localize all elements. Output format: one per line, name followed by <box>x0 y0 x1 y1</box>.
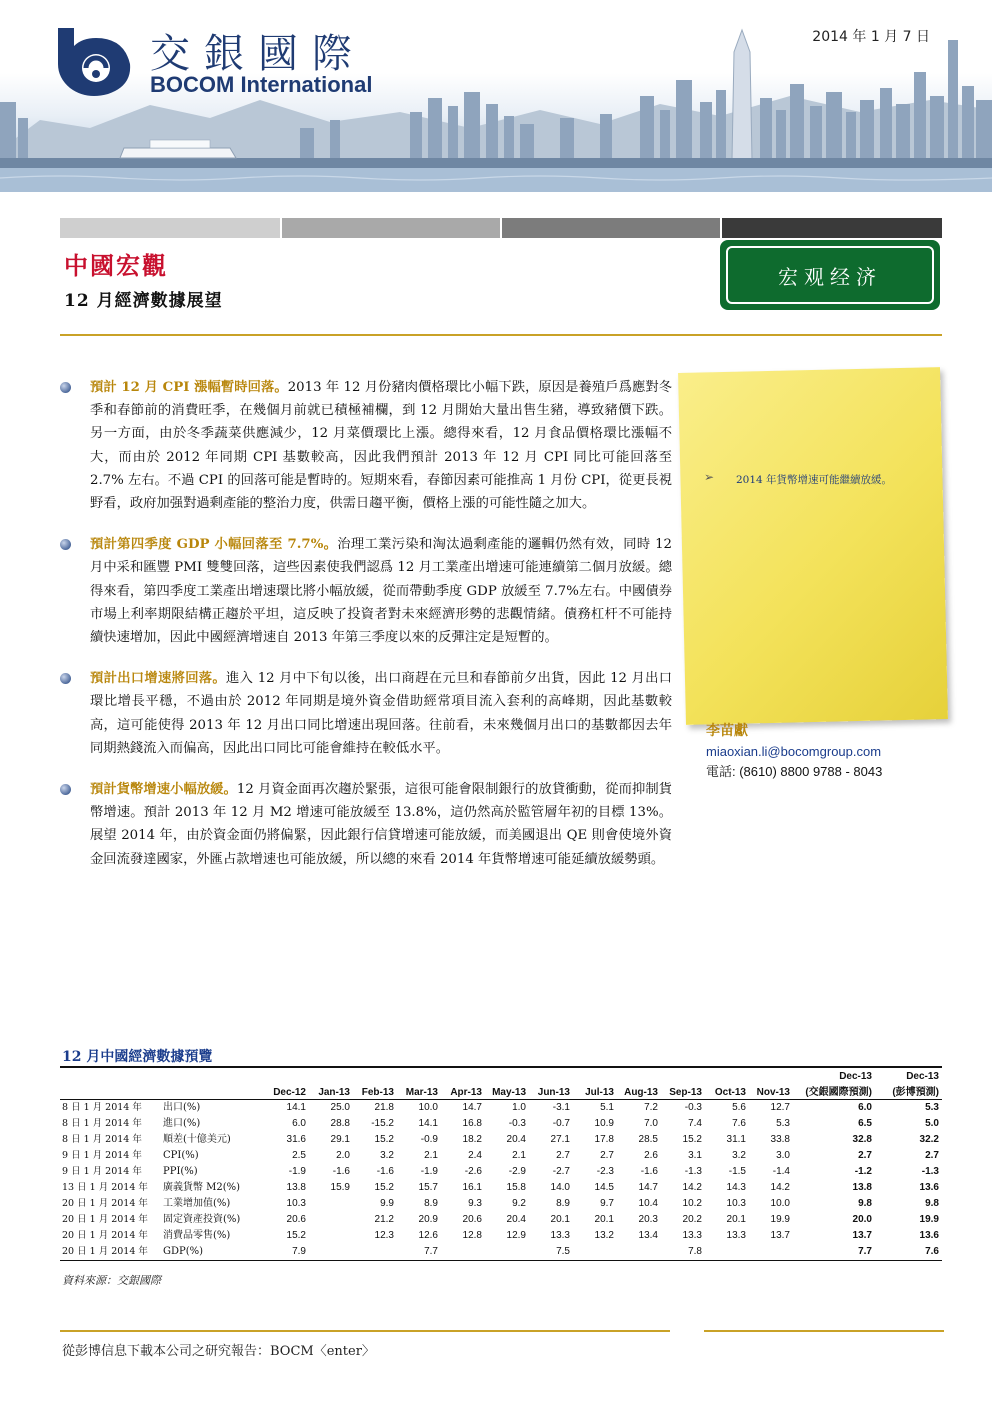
value-cell: 9.7 <box>600 1197 614 1209</box>
table-row <box>60 1196 942 1212</box>
table-header-row-top <box>60 1069 942 1083</box>
value-cell: 13.3 <box>726 1229 746 1241</box>
release-date-cell: 20 日 1 月 2014 年 <box>62 1197 148 1209</box>
value-cell <box>441 1244 485 1261</box>
value-cell: 20.1 <box>726 1213 746 1225</box>
value-cell: 2.7 <box>556 1149 570 1161</box>
column-header: Oct-13 <box>705 1083 749 1099</box>
column-header: Aug-13 <box>617 1083 661 1099</box>
value-cell: 14.7 <box>462 1101 482 1113</box>
value-cell: 28.8 <box>330 1117 350 1129</box>
forecast-cell: 32.2 <box>919 1133 939 1145</box>
key-point-money <box>60 778 672 871</box>
table-row <box>60 1212 942 1228</box>
value-cell: -1.6 <box>332 1165 350 1177</box>
value-cell: 2.4 <box>468 1149 482 1161</box>
value-cell: 7.6 <box>732 1117 746 1129</box>
value-cell: -1.9 <box>288 1165 306 1177</box>
table-row <box>60 1228 942 1244</box>
key-point-lead: 預計出口增速將回落。 <box>90 671 226 687</box>
value-cell: 20.4 <box>506 1213 526 1225</box>
badge-frame <box>726 246 934 304</box>
value-cell: 3.2 <box>380 1149 394 1161</box>
table-row <box>60 1148 942 1164</box>
value-cell: 31.6 <box>286 1133 306 1145</box>
table-row <box>60 1180 942 1196</box>
column-header: May-13 <box>485 1083 529 1099</box>
badge-label: 宏观经济 <box>778 264 882 289</box>
column-header: Sep-13 <box>661 1083 705 1099</box>
key-point-text: 治理工業污染和淘汰過剩產能的邏輯仍然有效，同時 12 月中采和匯豐 PMI 雙雙回落，這些因素使我們認爲 12 月工業產出增速可能連續第二個月放緩。總得來看，第四季度工業產出增速環比將小幅放緩，從而帶動季度 GDP 放緩至 7.7%左右。中國債券市場上利率期限結構正趨於平坦，這反映了投資者對未來經濟形勢的悲觀情緒。債務杠杆不可能持續快速增加，因此中國經濟增速自 2013 年第三季度以來的反彈注定是短暫的。 <box>90 537 672 646</box>
value-cell <box>617 1244 661 1261</box>
forecast-cell: 5.3 <box>925 1101 939 1113</box>
economic-data-table <box>60 1069 942 1261</box>
value-cell: 7.5 <box>529 1244 573 1261</box>
value-cell: 13.3 <box>682 1229 702 1241</box>
value-cell: 3.1 <box>688 1149 702 1161</box>
column-header: Apr-13 <box>441 1083 485 1099</box>
table-row <box>60 1244 942 1261</box>
value-cell: 20.9 <box>418 1213 438 1225</box>
value-cell: 14.1 <box>418 1117 438 1129</box>
value-cell: 20.6 <box>286 1213 306 1225</box>
section-strip-1 <box>60 218 280 238</box>
table-title: 12 月中國經濟數據預覽 <box>62 1049 213 1065</box>
forecast-cell: 20.0 <box>852 1213 872 1225</box>
value-cell: 31.1 <box>726 1133 746 1145</box>
value-cell: -1.9 <box>420 1165 438 1177</box>
value-cell: 14.5 <box>594 1181 614 1193</box>
forecast-cell: 7.7 <box>793 1244 875 1261</box>
value-cell: -0.3 <box>508 1117 526 1129</box>
value-cell: 2.0 <box>336 1149 350 1161</box>
value-cell: -0.3 <box>684 1101 702 1113</box>
value-cell <box>309 1244 353 1261</box>
value-cell: 14.2 <box>682 1181 702 1193</box>
value-cell: 5.6 <box>732 1101 746 1113</box>
release-date-cell: 20 日 1 月 2014 年 <box>60 1244 160 1261</box>
indicator-cell: PPI(%) <box>163 1165 198 1177</box>
forecast-cell: -1.2 <box>854 1165 872 1177</box>
column-header: Jun-13 <box>529 1083 573 1099</box>
brand-chinese-name: 交銀國際 <box>150 31 366 77</box>
value-cell: 12.8 <box>462 1229 482 1241</box>
value-cell: 5.3 <box>776 1117 790 1129</box>
release-date-cell: 8 日 1 月 2014 年 <box>62 1117 142 1129</box>
value-cell: 21.2 <box>374 1213 394 1225</box>
macro-economics-badge <box>720 240 940 310</box>
indicator-cell: GDP(%) <box>160 1244 264 1261</box>
title-divider <box>60 334 942 336</box>
value-cell: 20.6 <box>462 1213 482 1225</box>
table-row <box>60 1164 942 1180</box>
value-cell: 14.3 <box>726 1181 746 1193</box>
release-date-cell: 20 日 1 月 2014 年 <box>62 1229 148 1241</box>
value-cell: 12.9 <box>506 1229 526 1241</box>
forecast-cell: 6.0 <box>858 1101 872 1113</box>
key-point-lead: 預計貨幣增速小幅放緩。 <box>90 782 237 798</box>
section-strip-4 <box>722 218 942 238</box>
forecast-cell: 13.6 <box>919 1181 939 1193</box>
indicator-cell: 工業增加值(%) <box>163 1197 231 1209</box>
section-strip-3 <box>502 218 720 238</box>
table-body <box>60 1099 942 1260</box>
sticky-note-text: 2014 年貨幣增速可能繼續放緩。 <box>736 474 893 486</box>
value-cell: 2.1 <box>424 1149 438 1161</box>
value-cell: 21.8 <box>374 1101 394 1113</box>
table-row <box>60 1132 942 1148</box>
table-row <box>60 1099 942 1116</box>
release-date-cell: 8 日 1 月 2014 年 <box>62 1133 142 1145</box>
value-cell: 15.9 <box>330 1181 350 1193</box>
sticky-note-paper <box>678 367 948 725</box>
indicator-cell: 固定資產投資(%) <box>163 1213 241 1225</box>
value-cell: 15.2 <box>374 1181 394 1193</box>
report-category: 中國宏觀 <box>64 251 168 280</box>
forecast-table-wrapper <box>60 1069 942 1261</box>
column-header: Feb-13 <box>353 1083 397 1099</box>
sticky-note <box>682 370 950 730</box>
value-cell: 20.3 <box>638 1213 658 1225</box>
column-header: Nov-13 <box>749 1083 793 1099</box>
value-cell: 3.2 <box>732 1149 746 1161</box>
value-cell: 13.4 <box>638 1229 658 1241</box>
section-strip-2 <box>282 218 500 238</box>
column-header: Dec-13 <box>839 1071 872 1082</box>
value-cell: -1.3 <box>684 1165 702 1177</box>
analyst-contact <box>706 720 882 780</box>
header-banner <box>0 0 992 192</box>
column-header: (彭博預測) <box>875 1083 942 1099</box>
analyst-email-link[interactable]: miaoxian.li@bocomgroup.com <box>706 744 882 759</box>
bullet-icon <box>60 784 71 795</box>
value-cell: 7.4 <box>688 1117 702 1129</box>
value-cell: -1.6 <box>376 1165 394 1177</box>
value-cell: 7.9 <box>264 1244 309 1261</box>
value-cell: 9.2 <box>512 1197 526 1209</box>
value-cell: 5.1 <box>600 1101 614 1113</box>
value-cell: -1.5 <box>728 1165 746 1177</box>
value-cell: 15.2 <box>286 1229 306 1241</box>
value-cell: 7.0 <box>644 1117 658 1129</box>
value-cell: 8.9 <box>556 1197 570 1209</box>
release-date-cell: 9 日 1 月 2014 年 <box>62 1165 142 1177</box>
forecast-cell: 7.6 <box>875 1244 942 1261</box>
value-cell: 33.8 <box>770 1133 790 1145</box>
forecast-cell: 13.7 <box>852 1229 872 1241</box>
value-cell: 9.3 <box>468 1197 482 1209</box>
value-cell <box>749 1244 793 1261</box>
analyst-name: 李苗獻 <box>706 723 748 739</box>
arrow-bullet-icon: ➢ <box>704 470 715 484</box>
table-header-row <box>60 1083 942 1099</box>
value-cell: 27.1 <box>550 1133 570 1145</box>
value-cell: -15.2 <box>371 1117 394 1129</box>
bocom-logo-icon <box>52 24 142 98</box>
indicator-cell: 消費品零售(%) <box>163 1229 231 1241</box>
value-cell: 15.7 <box>418 1181 438 1193</box>
value-cell: -2.9 <box>508 1165 526 1177</box>
value-cell: 2.5 <box>292 1149 306 1161</box>
value-cell: 15.2 <box>682 1133 702 1145</box>
value-cell <box>309 1228 353 1244</box>
bullet-icon <box>60 382 71 393</box>
report-date: 2014 年 1 月 7 日 <box>812 29 930 45</box>
value-cell: 16.8 <box>462 1117 482 1129</box>
table-source-note: 資料來源：交銀國際 <box>62 1274 161 1287</box>
key-point-text: 進入 12 月中下旬以後，出口商趕在元旦和春節前夕出貨，因此 12 月出口環比增長平穩，不過由於 2012 年同期是境外資金借助經常項目流入套利的高峰期，因此基數較高，這可能使得 2013 年 12 月出口同比增速出現回落。往前看，未來幾個月出口的基數都因去年同期熱錢流入而偏高，因此出口同比可能會維持在較低水平。 <box>90 671 673 756</box>
key-point-lead: 預計 12 月 CPI 漲幅暫時回落。 <box>90 380 288 395</box>
value-cell: 2.7 <box>600 1149 614 1161</box>
column-header: Dec-12 <box>264 1083 309 1099</box>
value-cell: 13.3 <box>550 1229 570 1241</box>
forecast-cell: 6.5 <box>858 1117 872 1129</box>
forecast-cell: 19.9 <box>919 1213 939 1225</box>
value-cell <box>309 1212 353 1228</box>
value-cell: 10.3 <box>726 1197 746 1209</box>
value-cell: 12.3 <box>374 1229 394 1241</box>
value-cell: 10.2 <box>682 1197 702 1209</box>
value-cell: -1.6 <box>640 1165 658 1177</box>
value-cell: 14.0 <box>550 1181 570 1193</box>
value-cell: 20.1 <box>550 1213 570 1225</box>
column-header: Mar-13 <box>397 1083 441 1099</box>
table-row <box>60 1116 942 1132</box>
key-point-gdp <box>60 533 672 649</box>
forecast-cell: 2.7 <box>925 1149 939 1161</box>
value-cell: -1.4 <box>772 1165 790 1177</box>
key-point-text: 2013 年 12 月份豬肉價格環比小幅下跌，原因是養殖戶爲應對冬季和春節前的消費旺季，在幾個月前就已積極補欄，到 12 月開始大量出售生豬，導致豬價下跌。另一方面，由於冬季蔬菜供應減少，12 月菜價環比上漲。總得來看，12 月食品價格環比漲幅不大，而由於 2012 年同期 CPI 基數較高，因此我們預計 2013 年 12 月 CPI 同比可能回落至 2.7% 左右。不過 CPI 的回落可能是暫時的。短期來看，春節因素可能推高 1 月份 CPI，從更長視野看，政府加强對過剩產能的整治力度，供需日趨平衡，價格上漲的可能性隨之加大。 <box>90 380 672 512</box>
key-point-exports <box>60 667 672 760</box>
value-cell: 12.7 <box>770 1101 790 1113</box>
value-cell: 10.4 <box>638 1197 658 1209</box>
value-cell: 2.6 <box>644 1149 658 1161</box>
analyst-phone: 電話: (8610) 8800 9788 - 8043 <box>706 764 883 779</box>
value-cell: 16.1 <box>462 1181 482 1193</box>
forecast-cell: 32.8 <box>852 1133 872 1145</box>
indicator-cell: 進口(%) <box>163 1117 201 1129</box>
forecast-cell: 13.6 <box>919 1229 939 1241</box>
indicator-cell: CPI(%) <box>163 1149 199 1161</box>
indicator-cell: 順差(十億美元) <box>163 1133 231 1145</box>
indicator-cell: 出口(%) <box>163 1101 201 1113</box>
value-cell: -0.7 <box>552 1117 570 1129</box>
value-cell: -0.9 <box>420 1133 438 1145</box>
value-cell <box>485 1244 529 1261</box>
brand-english-name: BOCOM International <box>150 72 373 97</box>
value-cell: 7.8 <box>661 1244 705 1261</box>
value-cell: 12.6 <box>418 1229 438 1241</box>
value-cell: -2.7 <box>552 1165 570 1177</box>
value-cell: 3.0 <box>776 1149 790 1161</box>
value-cell: 13.7 <box>770 1229 790 1241</box>
value-cell: 20.1 <box>594 1213 614 1225</box>
value-cell: 14.7 <box>638 1181 658 1193</box>
bullet-icon <box>60 539 71 550</box>
key-point-lead: 預計第四季度 GDP 小幅回落至 7.7%。 <box>90 537 338 553</box>
value-cell: 15.2 <box>374 1133 394 1145</box>
value-cell: -2.6 <box>464 1165 482 1177</box>
value-cell: 19.9 <box>770 1213 790 1225</box>
value-cell: 2.1 <box>512 1149 526 1161</box>
value-cell <box>705 1244 749 1261</box>
value-cell: 13.2 <box>594 1229 614 1241</box>
key-points-list <box>60 376 672 889</box>
column-header: (交銀國際預測) <box>793 1083 875 1099</box>
forecast-cell: 9.8 <box>858 1197 872 1209</box>
value-cell: 13.8 <box>286 1181 306 1193</box>
release-date-cell: 9 日 1 月 2014 年 <box>62 1149 142 1161</box>
value-cell: 7.2 <box>644 1101 658 1113</box>
value-cell <box>309 1196 353 1212</box>
column-header: Jul-13 <box>573 1083 617 1099</box>
column-header: Jan-13 <box>309 1083 353 1099</box>
value-cell: 10.0 <box>770 1197 790 1209</box>
value-cell: 10.3 <box>286 1197 306 1209</box>
forecast-cell: 13.8 <box>852 1181 872 1193</box>
value-cell: 14.1 <box>286 1101 306 1113</box>
value-cell: 28.5 <box>638 1133 658 1145</box>
forecast-cell: -1.3 <box>921 1165 939 1177</box>
value-cell: 1.0 <box>512 1101 526 1113</box>
footer-bloomberg-note: 從彭博信息下載本公司之研究報告：BOCM〈enter〉 <box>62 1344 375 1359</box>
forecast-cell: 5.0 <box>925 1117 939 1129</box>
value-cell: 25.0 <box>330 1101 350 1113</box>
column-header: Dec-13 <box>906 1071 939 1082</box>
value-cell: 20.2 <box>682 1213 702 1225</box>
footer-rule-left <box>60 1330 670 1332</box>
value-cell: 6.0 <box>292 1117 306 1129</box>
report-title: 12 月經濟數據展望 <box>64 291 223 311</box>
release-date-cell: 13 日 1 月 2014 年 <box>62 1181 148 1193</box>
table-top-rule <box>60 1066 942 1068</box>
value-cell: 10.9 <box>594 1117 614 1129</box>
value-cell: 9.9 <box>380 1197 394 1209</box>
value-cell <box>573 1244 617 1261</box>
value-cell: 8.9 <box>424 1197 438 1209</box>
value-cell: 17.8 <box>594 1133 614 1145</box>
value-cell: 7.7 <box>397 1244 441 1261</box>
release-date-cell: 20 日 1 月 2014 年 <box>62 1213 148 1225</box>
value-cell: 10.0 <box>418 1101 438 1113</box>
value-cell <box>353 1244 397 1261</box>
bullet-icon <box>60 673 71 684</box>
value-cell: 29.1 <box>330 1133 350 1145</box>
value-cell: 14.2 <box>770 1181 790 1193</box>
key-point-text: 12 月資金面再次趨於緊張，這很可能會限制銀行的放貸衝動，從而抑制貨幣增速。預計 2013 年 12 月 M2 增速可能放緩至 13.8%，這仍然高於監管層年初的目標 13%。展望 2014 年，由於資金面仍將偏緊，因此銀行信貸增速可能放緩，而美國退出 QE 則會使境外資金回流發達國家，外匯占款增速也可能放緩，所以總的來看 2014 年貨幣增速可能延續放緩勢頭。 <box>90 782 672 867</box>
value-cell: 20.4 <box>506 1133 526 1145</box>
indicator-cell: 廣義貨幣 M2(%) <box>163 1181 241 1193</box>
value-cell: -2.3 <box>596 1165 614 1177</box>
release-date-cell: 8 日 1 月 2014 年 <box>62 1101 142 1113</box>
forecast-cell: 9.8 <box>925 1197 939 1209</box>
value-cell: 15.8 <box>506 1181 526 1193</box>
footer-rule-right <box>704 1330 944 1332</box>
key-point-cpi <box>60 376 672 515</box>
forecast-cell: 2.7 <box>858 1149 872 1161</box>
value-cell: -3.1 <box>552 1101 570 1113</box>
value-cell: 18.2 <box>462 1133 482 1145</box>
